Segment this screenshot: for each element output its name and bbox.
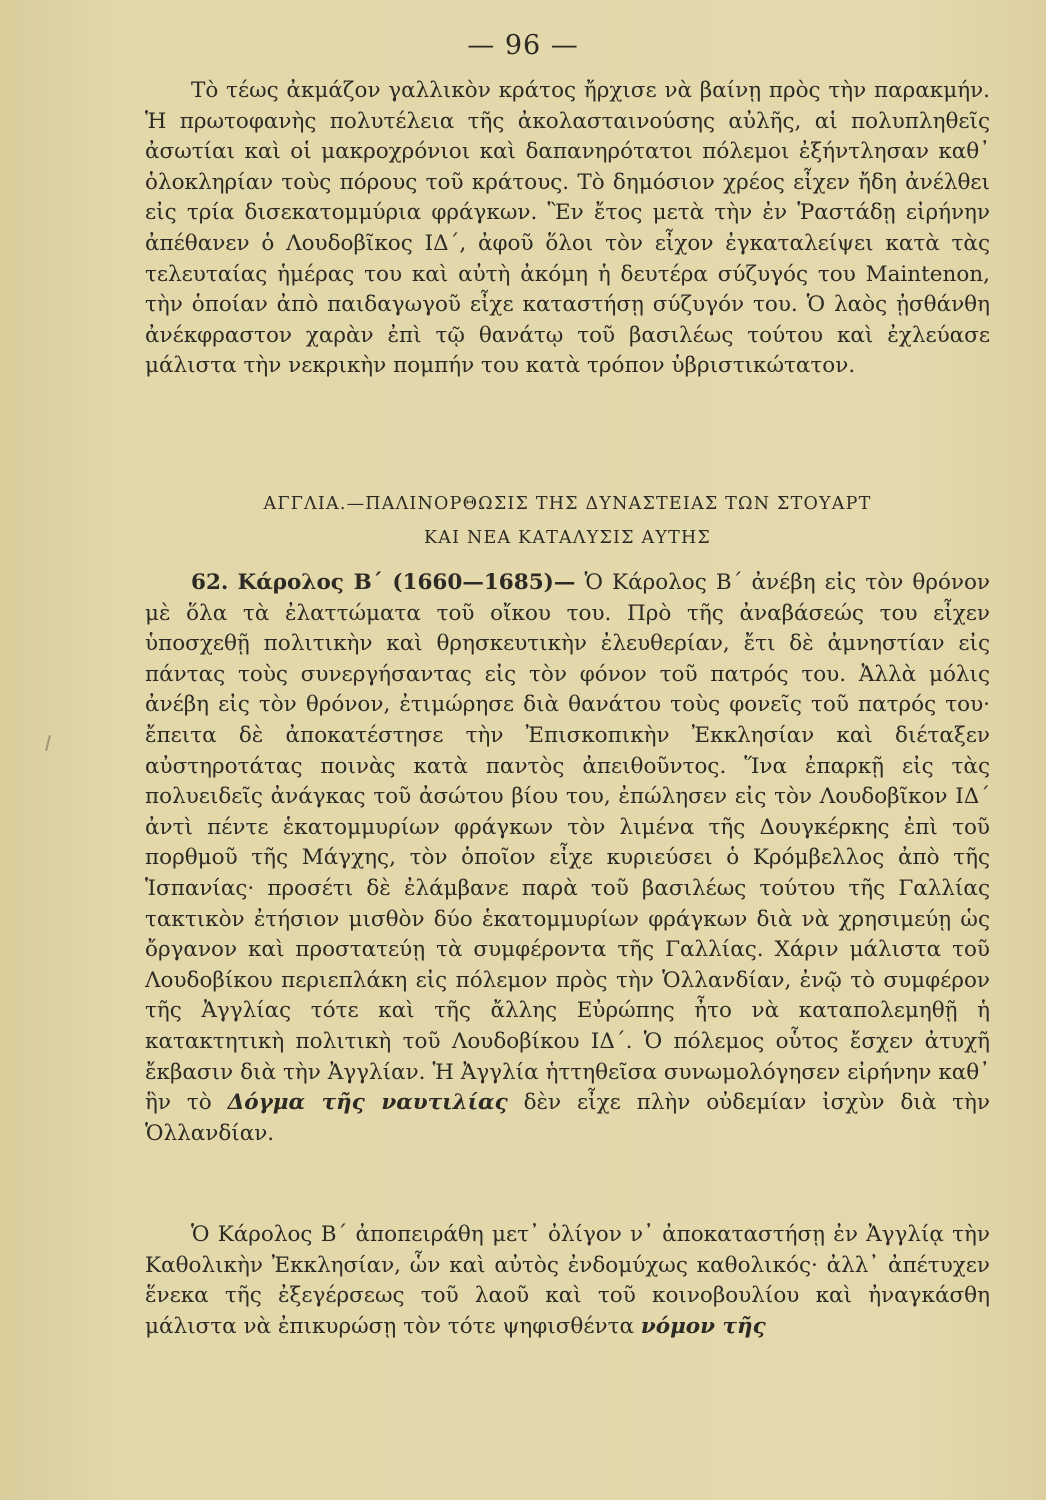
paragraph-charles-ii-text: Ὁ Κάρολος Β΄ ἀνέβη εἰς τὸν θρόνον μὲ ὅλα τὰ ἐλαττώματα τοῦ οἴκου του. Πρὸ τῆς ἀναβάσεώς του εἶχεν ὑποσχεθῇ πολιτικὴν καὶ θρησκευτικὴν ἐλευθερίαν, ἔτι δὲ ἀμνηστίαν εἰς πάντας τοὺς συνεργήσαντας εἰς τὸν φόνον τοῦ πατρός του. Ἀλλὰ μόλις ἀνέβη εἰς τὸν θρόνον, ἐτιμώρησε διὰ θανάτου τοὺς φονεῖς τοῦ πατρός του· ἔπειτα δὲ ἀποκατέστησε τὴν Ἐπισκοπικὴν Ἐκκλησίαν καὶ διέταξεν αὐστηροτάτας ποινὰς κατὰ παντὸς ἀπειθοῦντος. Ἵνα ἐπαρκῇ εἰς τὰς πολυειδεῖς ἀνάγκας τοῦ ἀσώτου βίου του, ἐπώλησεν εἰς τὸν Λουδοβῖκον ΙΔ΄ ἀντὶ πέντε ἑκατομμυρίων φράγκων τὸν λιμένα τῆς Δουγκέρκης ἐπὶ τοῦ πορθμοῦ τῆς Μάγχης, τὸν ὁποῖον εἶχε κυριεύσει ὁ Κρόμβελλος ἀπὸ τῆς Ἱσπανίας· προσέτι δὲ ἐλάμβανε παρὰ τοῦ βασιλέως τούτου τῆς Γαλλίας τακτικὸν ἐτήσιον μισθὸν δύο ἑκατομμυρίων φράγκων διὰ νὰ χρησιμεύῃ ὡς ὄργανον καὶ προστατεύῃ τὰ συμφέροντα τῆς Γαλλίας. Χάριν μάλιστα τοῦ Λουδοβίκου περιεπλάκη εἰς πόλεμον πρὸς τὴν Ὁλλανδίαν, ἐνῷ τὸ συμφέρον τῆς Ἀγγλίας τότε καὶ τῆς ἄλλης Εὐρώπης ἦτο νὰ καταπολεμηθῇ ἡ κατακτητικὴ πολιτικὴ τοῦ Λουδοβίκου ΙΔ΄. Ὁ πόλεμος οὗτος ἔσχεν ἀτυχῆ ἔκβασιν διὰ τὴν Ἀγγλίαν. Ἡ Ἀγγλία ἡττηθεῖσα συνωμολόγησεν εἰρήνην καθ᾽ ἣν τὸ <box>145 570 991 1116</box>
section-heading-line-1: ΑΓΓΛΙΑ.—ΠΑΛΙΝΟΡΘΩΣΙΣ ΤΗΣ ΔΥΝΑΣΤΕΙΑΣ ΤΩΝ ΣΤΟΥΑΡΤ <box>263 494 872 514</box>
paragraph-catholic-church <box>145 1220 990 1342</box>
margin-mark <box>45 735 51 751</box>
paragraph-charles-ii-ending: δὲν εἶχε πλὴν οὐδεμίαν ἰσχὺν διὰ τὴν Ὁλλανδίαν. <box>145 1090 990 1146</box>
section-title: Κάρολος Β΄ (1660—1685)— <box>237 570 576 595</box>
paragraph-catholic-church-text: Ὁ Κάρολος Β΄ ἀποπειράθη μετ᾽ ὀλίγον ν᾽ ἀποκαταστήσῃ ἐν Ἀγγλίᾳ τὴν Καθολικὴν Ἐκκλησίαν, ὧν καὶ αὐτὸς ἐνδομύχως καθολικός· ἀλλ᾽ ἀπέτυχεν ἕνεκα τῆς ἐξεγέρσεως τοῦ λαοῦ καὶ τοῦ κοινοβουλίου καὶ ἠναγκάσθη μάλιστα νὰ ἐπικυρώσῃ τὸν τότε ψηφισθέντα <box>145 1222 990 1339</box>
paragraph-charles-ii <box>145 568 990 1149</box>
section-heading-line-2: ΚΑΙ ΝΕΑ ΚΑΤΑΛΥΣΙΣ ΑΥΤΗΣ <box>423 528 711 548</box>
emphasis-law: νόμον τῆς <box>640 1313 766 1339</box>
emphasis-navigation-act: Δόγμα τῆς ναυτιλίας <box>227 1090 508 1116</box>
paragraph-louis-xiv: Τὸ τέως ἀκμάζον γαλλικὸν κράτος ἤρχισε νὰ βαίνῃ πρὸς τὴν παρακμήν. Ἡ πρωτοφανὴς πολυτέλεια τῆς ἀκολασταινούσης αὐλῆς, αἱ πολυπληθεῖς ἀσωτίαι καὶ οἱ μακροχρόνιοι καὶ δαπανηρότατοι πόλεμοι ἐξήντλησαν καθ᾽ ὁλοκληρίαν τοὺς πόρους τοῦ κράτους. Τὸ δημόσιον χρέος εἶχεν ἤδη ἀνέλθει εἰς τρία δισεκατομμύρια φράγκων. Ἓν ἔτος μετὰ τὴν ἐν Ῥαστάδῃ εἰρήνην ἀπέθανεν ὁ Λουδοβῖκος ΙΔ΄, ἀφοῦ ὅλοι τὸν εἶχον ἐγκαταλείψει κατὰ τὰς τελευταίας ἡμέρας του καὶ αὐτὴ ἀκόμη ἡ δευτέρα σύζυγός του Maintenon, τὴν ὁποίαν ἀπὸ παιδαγωγοῦ εἶχε καταστήσῃ σύζυγόν του. Ὁ λαὸς ᾐσθάνθη ἀνέκφραστον χαρὰν ἐπὶ τῷ θανάτῳ τοῦ βασιλέως τούτου καὶ ἐχλεύασε μάλιστα τὴν νεκρικὴν πομπήν του κατὰ τρόπον ὑβριστικώτατον. <box>145 78 990 379</box>
section-number: 62. <box>191 570 229 595</box>
page-number: — 96 — <box>467 30 579 61</box>
